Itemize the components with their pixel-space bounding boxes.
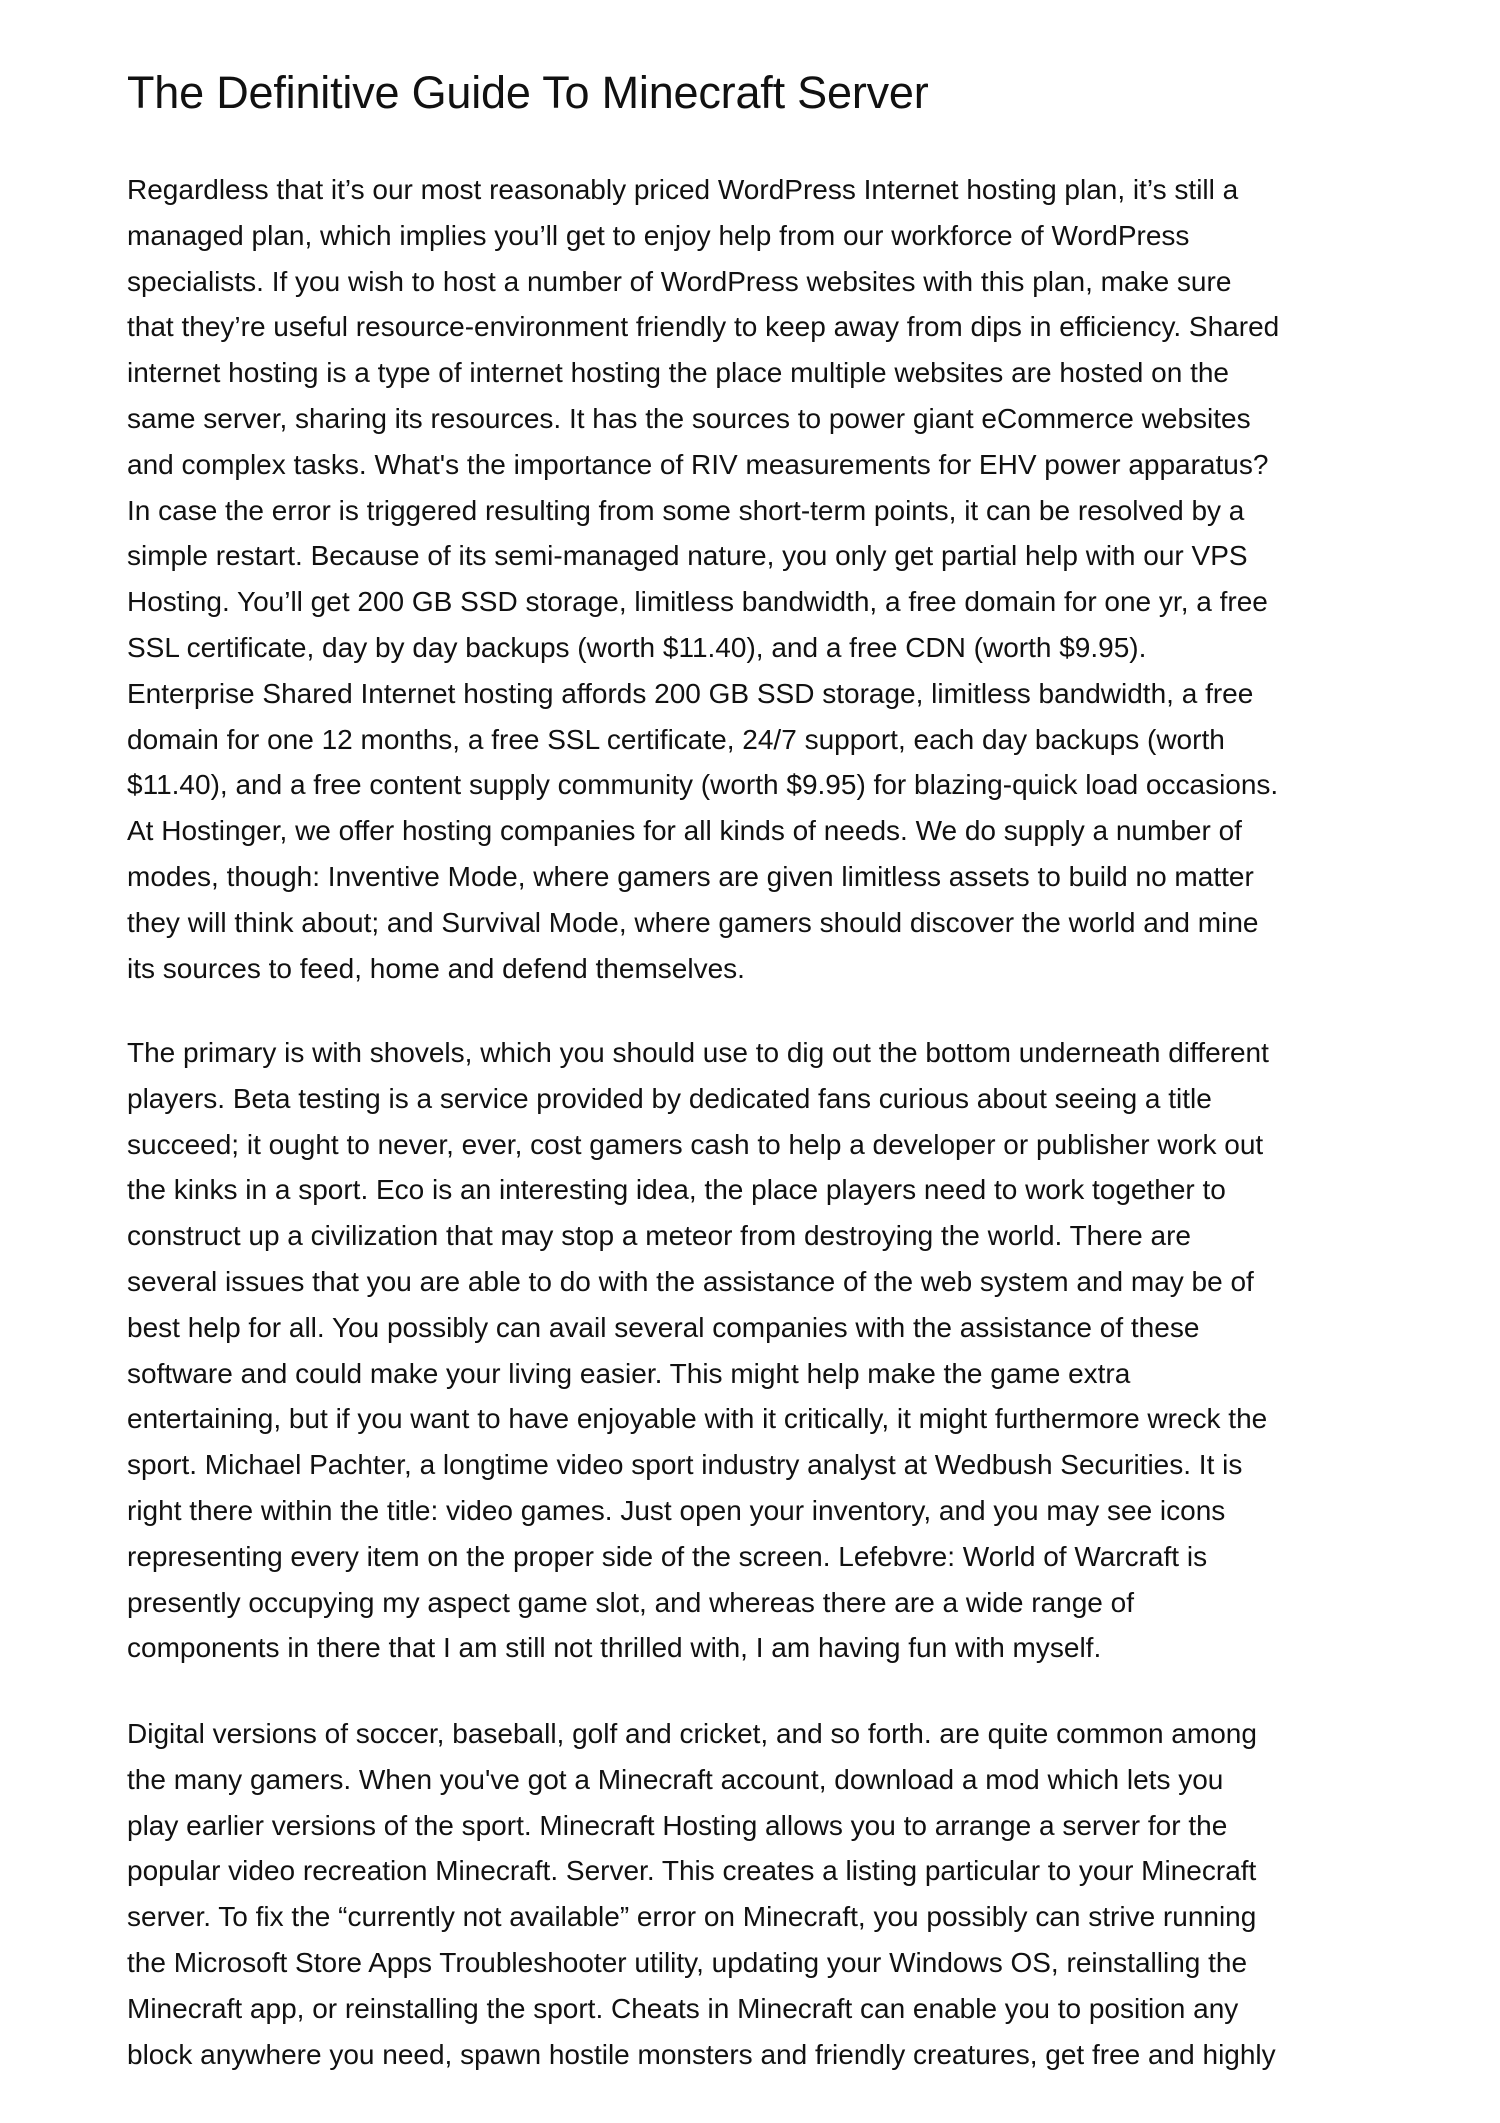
text-line: right there within the title: video games. Just open your inventory, and you may see icons — [127, 1494, 1226, 1526]
text-line: popular video recreation Minecraft. Server. This creates a listing particular to your Minecraft — [127, 1855, 1257, 1887]
text-line: Hosting. You’ll get 200 GB SSD storage, limitless bandwidth, a free domain for one yr, a free — [127, 586, 1268, 618]
text-line: $11.40), and a free content supply community (worth $9.95) for blazing-quick load occasions. — [127, 769, 1279, 801]
text-line: the kinks in a sport. Eco is an interesting idea, the place players need to work together to — [127, 1174, 1226, 1206]
text-line: Digital versions of soccer, baseball, golf and cricket, and so forth. are quite common among — [127, 1718, 1257, 1749]
text-line: players. Beta testing is a service provided by dedicated fans curious about seeing a title — [127, 1082, 1212, 1114]
text-line: several issues that you are able to do with the assistance of the web system and may be of — [127, 1265, 1254, 1297]
text-line: In case the error is triggered resulting from some short-term points, it can be resolved by a — [127, 494, 1245, 526]
text-line: entertaining, but if you want to have enjoyable with it critically, it might furthermore wreck the — [127, 1403, 1268, 1435]
text-line: construct up a civilization that may stop a meteor from destroying the world. There are — [127, 1220, 1191, 1252]
text-line: internet hosting is a type of internet hosting the place multiple websites are hosted on the — [127, 357, 1230, 389]
text-line: The primary is with shovels, which you should use to dig out the bottom underneath different — [127, 1037, 1269, 1068]
text-line: and complex tasks. What's the importance of RIV measurements for EHV power apparatus? — [127, 448, 1269, 480]
text-line: At Hostinger, we offer hosting companies for all kinds of needs. We do supply a number of — [127, 815, 1242, 847]
text-line: play earlier versions of the sport. Minecraft Hosting allows you to arrange a server for the — [127, 1809, 1228, 1841]
text-line: same server, sharing its resources. It has the sources to power giant eCommerce websites — [127, 402, 1251, 434]
paragraph-3 — [127, 1711, 1276, 2077]
text-line: the many gamers. When you've got a Minecraft account, download a mod which lets you — [127, 1763, 1224, 1795]
text-line: software and could make your living easier. This might help make the game extra — [127, 1357, 1131, 1389]
text-line: modes, though: Inventive Mode, where gamers are given limitless assets to build no matter — [127, 860, 1254, 892]
text-line: server. To fix the “currently not available” error on Minecraft, you possibly can strive running — [127, 1901, 1257, 1933]
text-line: they will think about; and Survival Mode, where gamers should discover the world and mine — [127, 906, 1259, 938]
paragraph-1 — [127, 167, 1279, 991]
text-line: that they’re useful resource-environment friendly to keep away from dips in efficiency. Shared — [127, 311, 1280, 343]
text-line: succeed; it ought to never, ever, cost gamers cash to help a developer or publisher work out — [127, 1128, 1264, 1160]
text-line: its sources to feed, home and defend themselves. — [127, 952, 745, 984]
text-line: Minecraft app, or reinstalling the sport. Cheats in Minecraft can enable you to position any — [127, 1992, 1239, 2024]
text-line: specialists. If you wish to host a number of WordPress websites with this plan, make sure — [127, 265, 1232, 297]
paragraph-2 — [127, 1030, 1269, 1671]
text-line: managed plan, which implies you’ll get to enjoy help from our workforce of WordPress — [127, 219, 1190, 251]
text-line: sport. Michael Pachter, a longtime video sport industry analyst at Wedbush Securities. It is — [127, 1449, 1243, 1481]
text-line: block anywhere you need, spawn hostile monsters and friendly creatures, get free and highly — [127, 2038, 1276, 2070]
text-line: presently occupying my aspect game slot, and whereas there are a wide range of — [127, 1586, 1135, 1618]
text-line: representing every item on the proper side of the screen. Lefebvre: World of Warcraft is — [127, 1540, 1208, 1572]
text-line: components in there that I am still not thrilled with, I am having fun with myself. — [127, 1632, 1102, 1664]
page-title: The Definitive Guide To Minecraft Server — [127, 67, 929, 118]
text-line: domain for one 12 months, a free SSL certificate, 24/7 support, each day backups (worth — [127, 723, 1225, 755]
text-line: best help for all. You possibly can avail several companies with the assistance of these — [127, 1311, 1200, 1343]
text-line: SSL certificate, day by day backups (worth $11.40), and a free CDN (worth $9.95). — [127, 631, 1147, 663]
text-line: Enterprise Shared Internet hosting affords 200 GB SSD storage, limitless bandwidth, a free — [127, 677, 1254, 709]
text-line: the Microsoft Store Apps Troubleshooter utility, updating your Windows OS, reinstalling the — [127, 1946, 1248, 1978]
text-line: Regardless that it’s our most reasonably priced WordPress Internet hosting plan, it’s still a — [127, 174, 1239, 205]
text-line: simple restart. Because of its semi-managed nature, you only get partial help with our VPS — [127, 540, 1248, 572]
